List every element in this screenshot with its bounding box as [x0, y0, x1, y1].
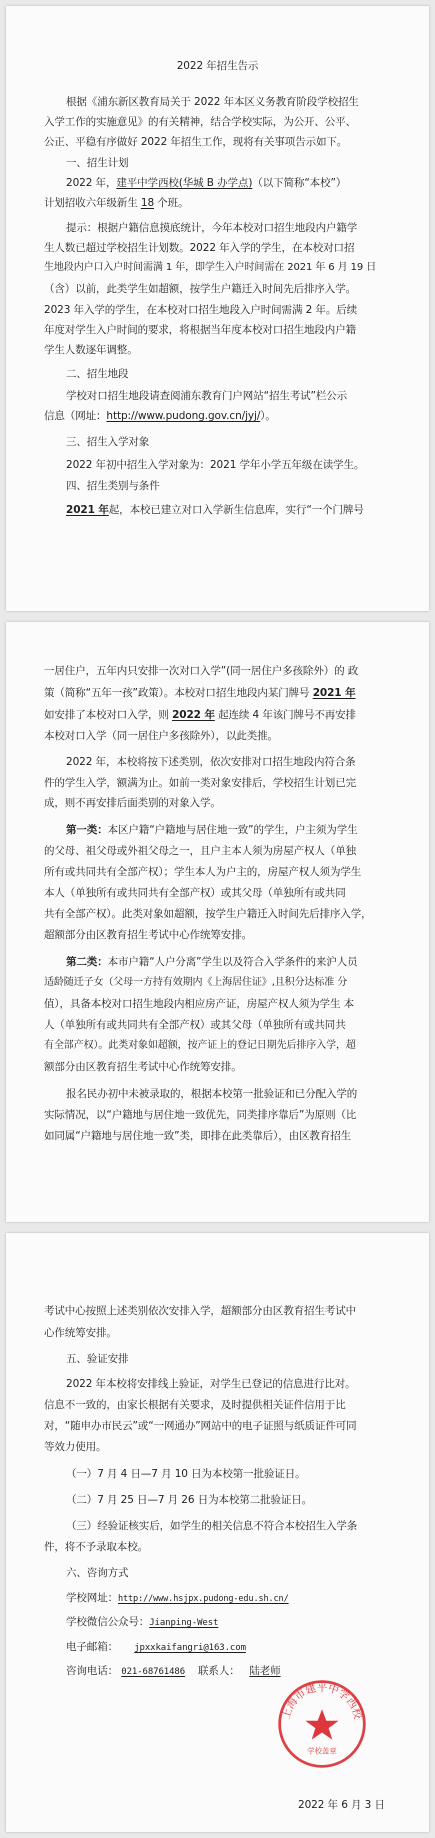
private-school-line-1: 报名民办初中未被录取的，根据本校第一批验证和已分配入学的 [66, 1088, 358, 1100]
plan-count-suffix: 个班。 [157, 197, 189, 209]
plan-abbrev: （以下简称“本校”） [252, 177, 347, 189]
category-1-text: 本区户籍“户籍地与居住地一致”的学生，户主须为学生 [107, 824, 358, 836]
plan-class-count: 18 [140, 197, 155, 209]
verify-line-2: 信息不一致的，由家长根据有关要求，及时提供相关证件信用于比 [44, 1399, 346, 1411]
school-website-row [66, 1593, 289, 1604]
order-line-3: 成，则不再安排后面类别的对象入学。 [44, 797, 221, 809]
section-2-heading: 二、招生地段 [66, 368, 129, 380]
phone-row [66, 1666, 281, 1677]
verify-note-line-1: （三）经验证核实后，如学生的相关信息不符合本校招生入学条 [66, 1520, 358, 1532]
school-website-label: 学校网址： [66, 1592, 118, 1604]
section-3-heading: 三、招生入学对象 [66, 436, 150, 448]
order-line-2: 件的学生入学，额满为止。如前一类对象安排后，学校招生计划已完 [44, 777, 356, 789]
intro-line-3: 公正、平稳有序做好 2022 年招生工作，现将有关事项告示如下。 [44, 136, 348, 148]
policy-line-3-text: 策（简称“五年一孩”政策）。本校对口招生地段内某门牌号 [44, 687, 310, 699]
phone-label: 咨询电话： [66, 1665, 118, 1677]
area-url-link[interactable]: http://www.pudong.gov.cn/jyj/ [106, 410, 261, 422]
order-line-1: 2022 年，本校将按下述类别，依次安排对口招生地段内符合条 [66, 756, 356, 768]
verify-line-4: 等效力使用。 [44, 1441, 107, 1453]
category-1-line-3: 所有或共同共有全部产权）；学生本人为户主的，房屋产权人须为学生 [44, 866, 362, 878]
wechat-label: 学校微信公众号： [66, 1616, 150, 1628]
tip-line-1: 提示：根据户籍信息摸底统计，今年本校对口招生地段内户籍学 [66, 222, 358, 234]
policy-year-2021: 2021 年 [312, 687, 356, 699]
tip-line-2: 生人数已超过学校招生计划数。2022 年入学的学生，在本校对口招 [44, 242, 355, 254]
verify-batch-1: （一）7 月 4 日—7 月 10 日为本校第一批验证日。 [66, 1468, 306, 1480]
private-school-line-3: 如同属“户籍地与居住地一致”类，即排在此类靠后），由区教育招生 [44, 1130, 352, 1142]
intro-line-1: 根据《浦东新区教育局关于 2022 年本区义务教育阶段学校招生 [66, 96, 359, 108]
section-5-heading: 五、验证安排 [66, 1353, 129, 1365]
document-page-3 [6, 1233, 429, 1832]
category-2-line-2: 适龄随迁子女（父母一方持有效期内《上海居住证》,且积分达标准 分 [44, 977, 348, 988]
seal-sub-text: 学校盖章 [307, 1746, 337, 1756]
policy-year: 2021 年 [66, 504, 109, 516]
area-line-2 [44, 411, 276, 422]
section-4-heading: 四、招生类别与条件 [66, 480, 160, 492]
plan-line-1 [66, 178, 346, 189]
phone-number: 021-68761486 [121, 1667, 186, 1677]
intro-line-2: 入学工作的实施意见》的有关精神，结合学校实际，为公开、公平、 [44, 116, 356, 128]
tip-line-5: 2023 年入学的学生，在本校对口招生地段入户时间需满 2 年。后续 [44, 304, 358, 316]
section-6-heading: 六、咨询方式 [66, 1567, 129, 1579]
school-website-link[interactable]: http://www.hsjpx.pudong-edu.sh.cn/ [118, 1594, 289, 1604]
category-2-line-4: 人（单独所有或共同共有全部产权）或其父母（单独所有或共同共 [44, 1019, 346, 1031]
policy-line-4 [44, 710, 356, 721]
category-1-line-5: 共有全部产权）。此类对象如超额，按学生户籍迁入时间先后排序入学， [44, 908, 372, 920]
plan-count-prefix: 计划招收六年级新生 [44, 197, 138, 209]
verify-line-3: 对，“随申办市民云”或“一网通办”网站中的电子证照与纸质证件可同 [44, 1420, 357, 1432]
policy-year-2022: 2022 年 [172, 709, 215, 721]
category-2-label: 第二类： [66, 956, 108, 968]
policy-line-5: 本校对口入学（同一居住户多孩除外），以此类推。 [44, 730, 278, 742]
verify-line-1: 2022 年本校将安排线上验证，对学生已登记的信息进行比对。 [66, 1378, 356, 1390]
category-1-line-2: 的父母、祖父母或外祖父母之一，且户主本人须为房屋产权人（单独 [44, 845, 356, 857]
category-2-line-6: 额部分由区教育招生考试中心作统筹安排。 [44, 1061, 242, 1073]
email-address[interactable]: jpxxkaifangri@163.com [134, 1643, 246, 1653]
area-line-1: 学校对口招生地段请查阅浦东教育门户网站“招生考试”栏公示 [66, 390, 348, 402]
category-2-line-1 [66, 957, 358, 968]
category-2-line-5: 有全部产权）。此类对象如超额，按产证上的登记日期先后排序入学，超 [44, 1040, 356, 1051]
seal-arc-textpath: 上海市建平中学西校 [280, 1681, 364, 1721]
email-label: 电子邮箱： [66, 1641, 118, 1653]
email-row [66, 1642, 246, 1653]
private-school-line-2: 实际情况，以“户籍地与居住地一致优先，同类排序靠后”为原则（比 [44, 1109, 357, 1121]
contact-label: 联系人： [198, 1665, 240, 1677]
policy-line-3 [44, 688, 355, 699]
policy-line-4-text: 如安排了本校对口入学，则 [44, 709, 169, 721]
seal-star-icon [305, 1709, 338, 1739]
verify-note-line-2: 件，将不予录取本校。 [44, 1541, 148, 1553]
category-1-line-6: 超额部分由区教育招生考试中心作统筹安排。 [44, 929, 252, 941]
category-1-line-1 [66, 825, 358, 836]
plan-school-name: 建平中学西校(华城 B 办学点) [116, 177, 253, 189]
wechat-row [66, 1617, 218, 1628]
wechat-account: Jianping-West [149, 1618, 219, 1628]
policy-line-1-text: 起，本校已建立对口入学新生信息库，实行“一个门牌号 [108, 504, 364, 516]
signature-date: 2022 年 6 月 3 日 [298, 1799, 385, 1811]
area-url-prefix: 信息（网址： [44, 410, 107, 422]
plan-prefix: 2022 年， [66, 177, 117, 189]
document-page-2 [6, 622, 429, 1222]
category-1-line-4: 本人（单独所有或共同共有全部产权）或其父母（单独所有或共同 [44, 887, 346, 899]
tip-line-6: 年度对学生入户时间的要求，将根据当年度本校对口招生地段内户籍 [44, 324, 356, 336]
area-url-suffix: ）。 [260, 410, 276, 422]
plan-line-2 [44, 198, 188, 209]
contact-name: 陆老师 [249, 1665, 281, 1677]
private-school-line-4: 考试中心按照上述类别依次安排入学，超额部分由区教育招生考试中 [44, 1305, 356, 1317]
document-page-1 [6, 6, 429, 611]
category-2-text: 本市户籍“人户分离”学生以及符合入学条件的来沪人员 [107, 956, 358, 968]
section-1-heading: 一、招生计划 [66, 157, 129, 169]
verify-batch-2: （二）7 月 25 日—7 月 26 日为本校第二批验证日。 [66, 1494, 313, 1506]
policy-line-2: 一居住户，五年内只安排一次对口入学”(同一居住户多孩除外）的 政 [44, 665, 359, 677]
target-line: 2022 年初中招生入学对象为：2021 学年小学五年级在读学生。 [66, 459, 365, 471]
tip-line-7: 学生人数逐年调整。 [44, 344, 138, 356]
policy-line-1 [66, 505, 364, 516]
private-school-line-5: 心作统筹安排。 [44, 1327, 117, 1339]
document-title: 2022 年招生告示 [176, 60, 259, 72]
official-seal [276, 1678, 368, 1770]
policy-line-4-suffix: 起连续 4 年该门牌号不再安排 [218, 709, 356, 721]
tip-line-4: （含）以前，此类学生如超额，按学生户籍迁入时间先后排序入学。 [44, 283, 356, 295]
category-1-label: 第一类： [66, 824, 108, 836]
tip-line-3: 生地段内户口入户时间需满 1 年，即学生入户时间需在 2021 年 6 月 19 日 [44, 262, 377, 273]
category-2-line-3: 值），具备本校对口招生地段内相应房产证，房屋产权人须为学生 本 [44, 998, 354, 1010]
